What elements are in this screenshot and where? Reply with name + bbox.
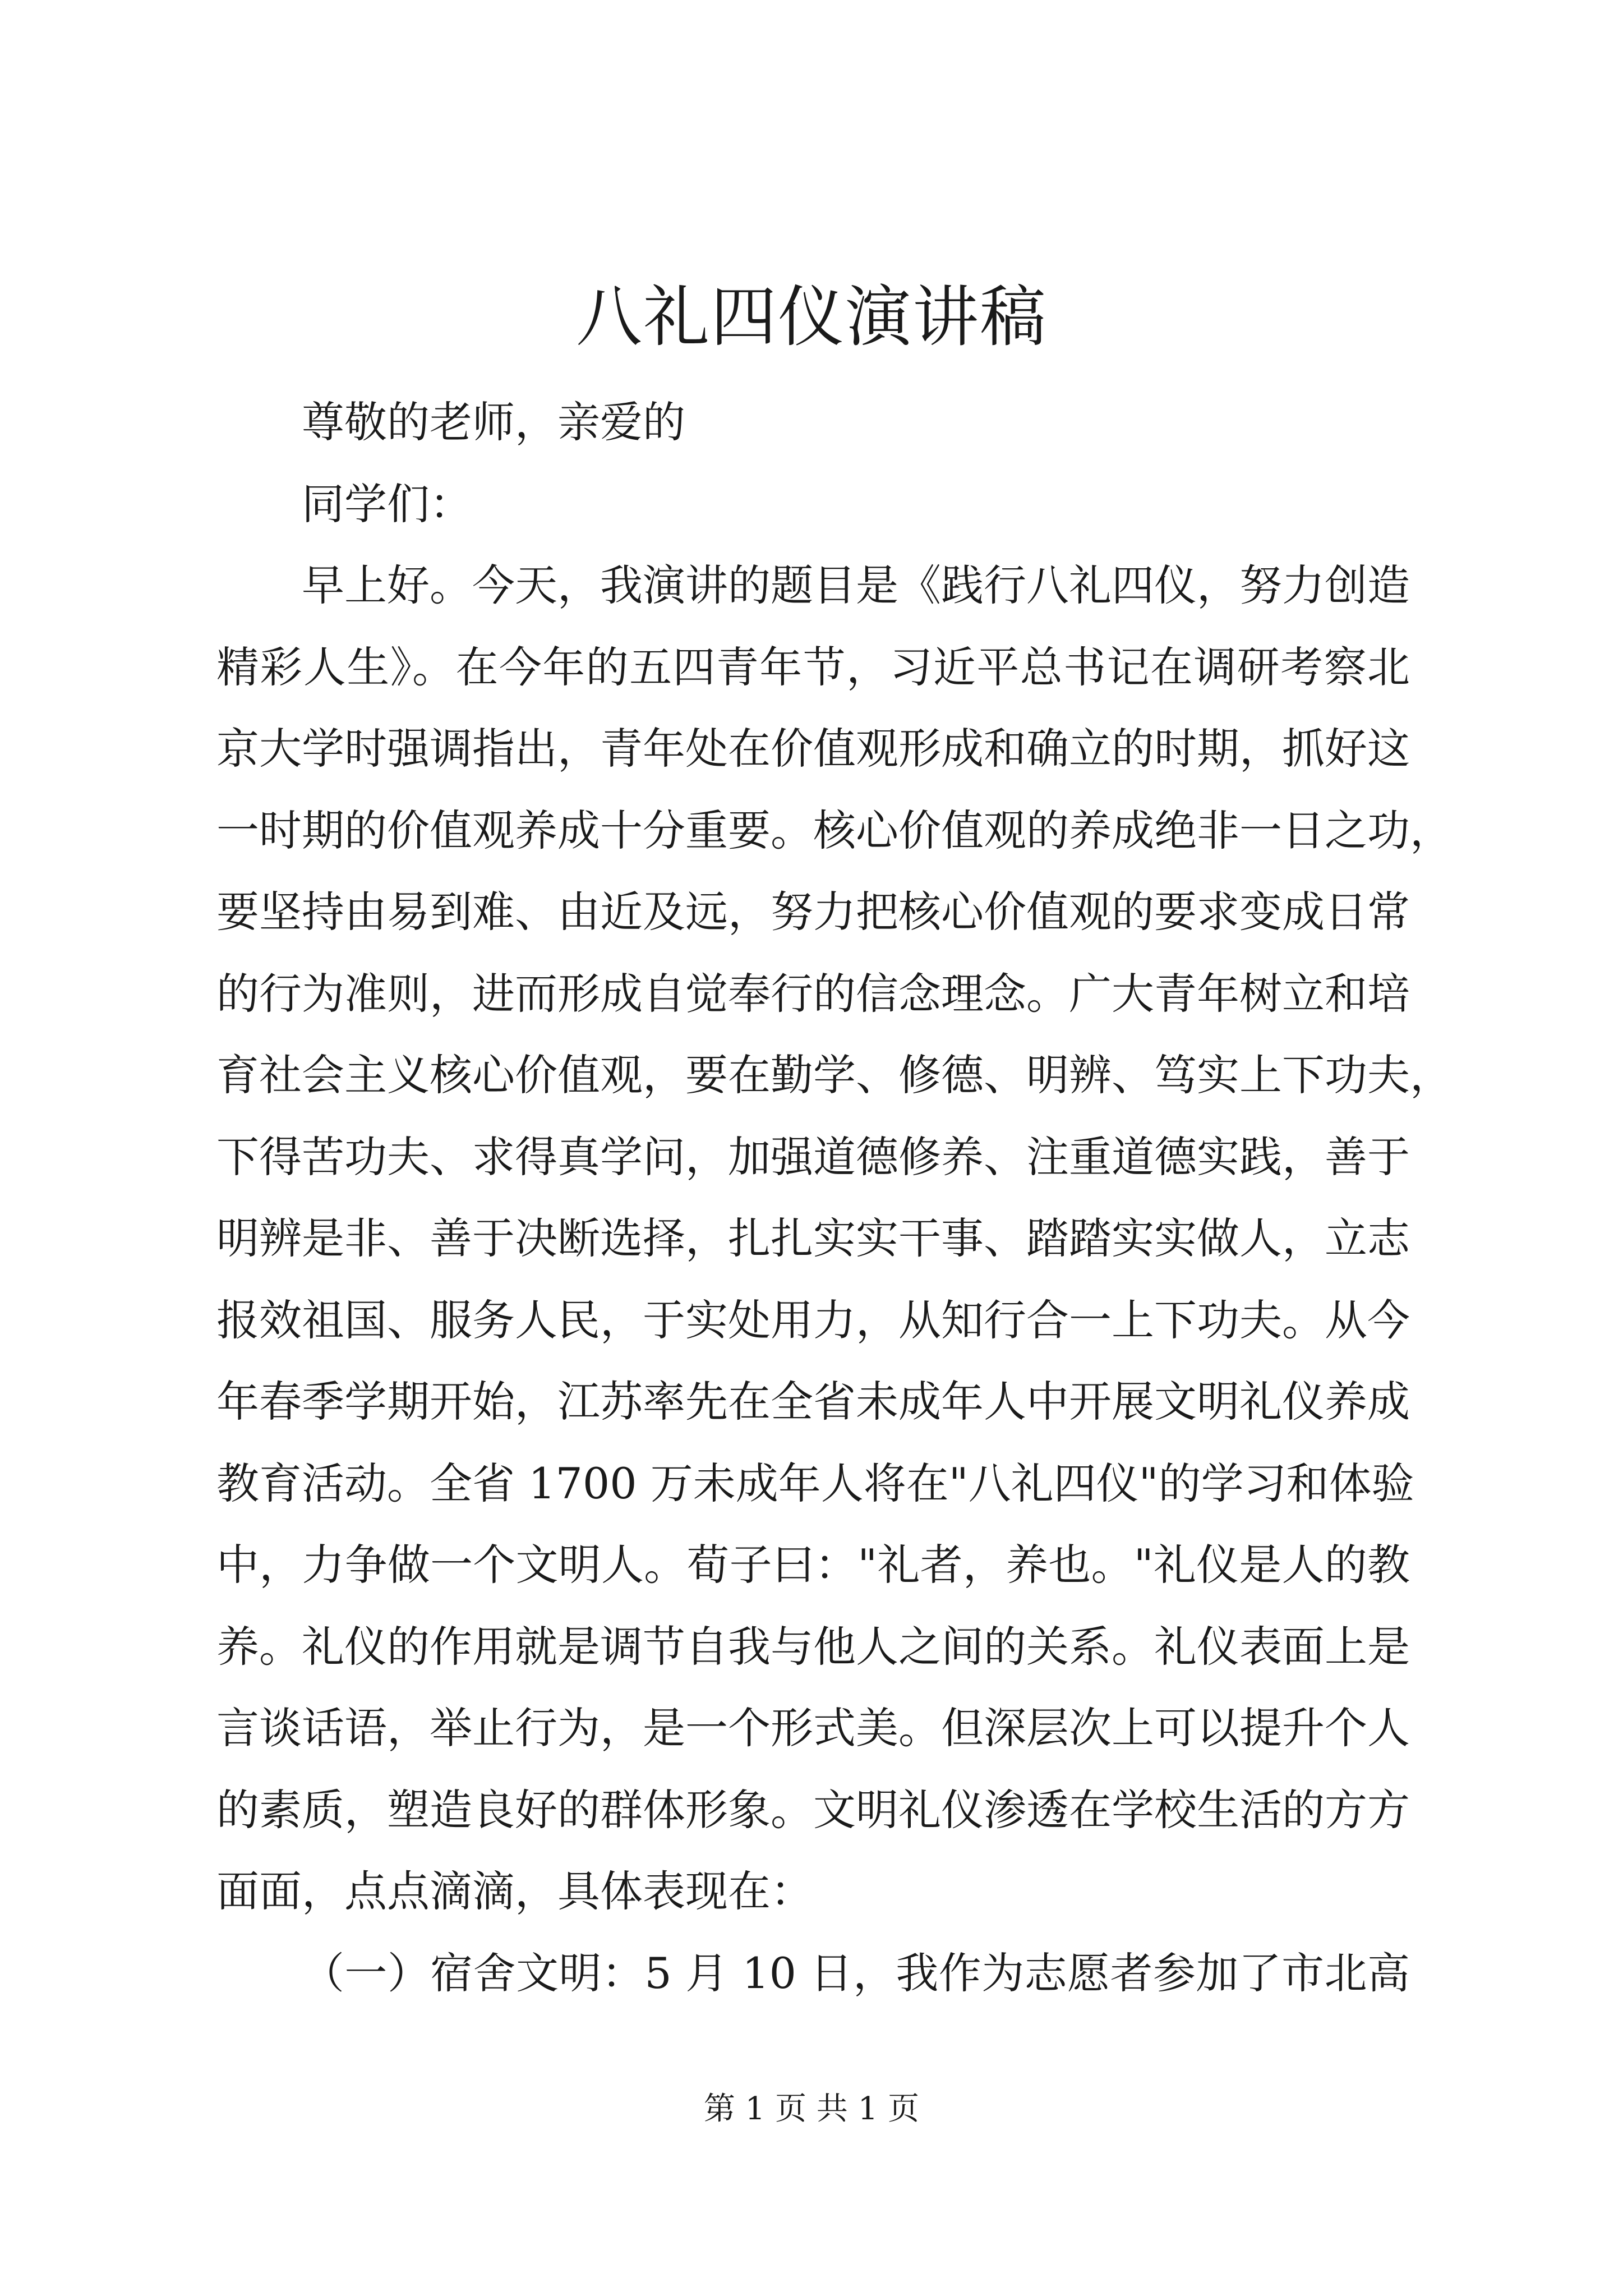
paragraph-line: 养。礼仪的作用就是调节自我与他人之间的关系。礼仪表面上是 <box>216 1621 1410 1672</box>
salutation-line: 尊敬的老师，亲爱的 <box>302 397 685 447</box>
paragraph-line: 育社会主义核心价值观，要在勤学、修德、明辨、笃实上下功夫， <box>216 1050 1453 1100</box>
paragraph-line: 明辨是非、善于决断选择，扎扎实实干事、踏踏实实做人，立志 <box>216 1213 1410 1263</box>
paragraph-line: 中，力争做一个文明人。荀子曰："礼者，养也。"礼仪是人的教 <box>216 1540 1410 1590</box>
paragraph-line: 一时期的价值观养成十分重要。核心价值观的养成绝非一日之功， <box>216 805 1453 855</box>
paragraph-line: 的行为准则，进而形成自觉奉行的信念理念。广大青年树立和培 <box>216 968 1410 1019</box>
paragraph-line: 京大学时强调指出，青年处在价值观形成和确立的时期，抓好这 <box>216 724 1410 774</box>
paragraph-line: 精彩人生》。在今年的五四青年节，习近平总书记在调研考察北 <box>216 642 1410 692</box>
paragraph-line: 言谈话语，举止行为，是一个形式美。但深层次上可以提升个人 <box>216 1703 1410 1753</box>
document-title: 八礼四仪演讲稿 <box>575 278 1047 356</box>
paragraph-line: 面面，点点滴滴，具体表现在： <box>216 1866 813 1916</box>
paragraph-line: 早上好。今天，我演讲的题目是《践行八礼四仪，努力创造 <box>302 560 1410 610</box>
paragraph-line: 的素质，塑造良好的群体形象。文明礼仪渗透在学校生活的方方 <box>216 1784 1410 1835</box>
document-body <box>216 381 1453 2014</box>
page-footer: 第 1 页 共 1 页 <box>703 2091 920 2127</box>
paragraph-line: 教育活动。全省 1700 万未成年人将在"八礼四仪"的学习和体验 <box>216 1458 1414 1508</box>
paragraph-line: 下得苦功夫、求得真学问，加强道德修养、注重道德实践，善于 <box>216 1131 1410 1182</box>
paragraph-line: 年春季学期开始，江苏率先在全省未成年人中开展文明礼仪养成 <box>216 1377 1410 1427</box>
paragraph-line: 报效祖国、服务人民，于实处用力，从知行合一上下功夫。从今 <box>216 1295 1410 1345</box>
paragraph-line: 要坚持由易到难、由近及远，努力把核心价值观的要求变成日常 <box>216 887 1410 937</box>
salutation-line: 同学们： <box>302 478 472 529</box>
paragraph-line: （一）宿舍文明：5 月 10 日，我作为志愿者参加了市北高 <box>302 1948 1410 1998</box>
